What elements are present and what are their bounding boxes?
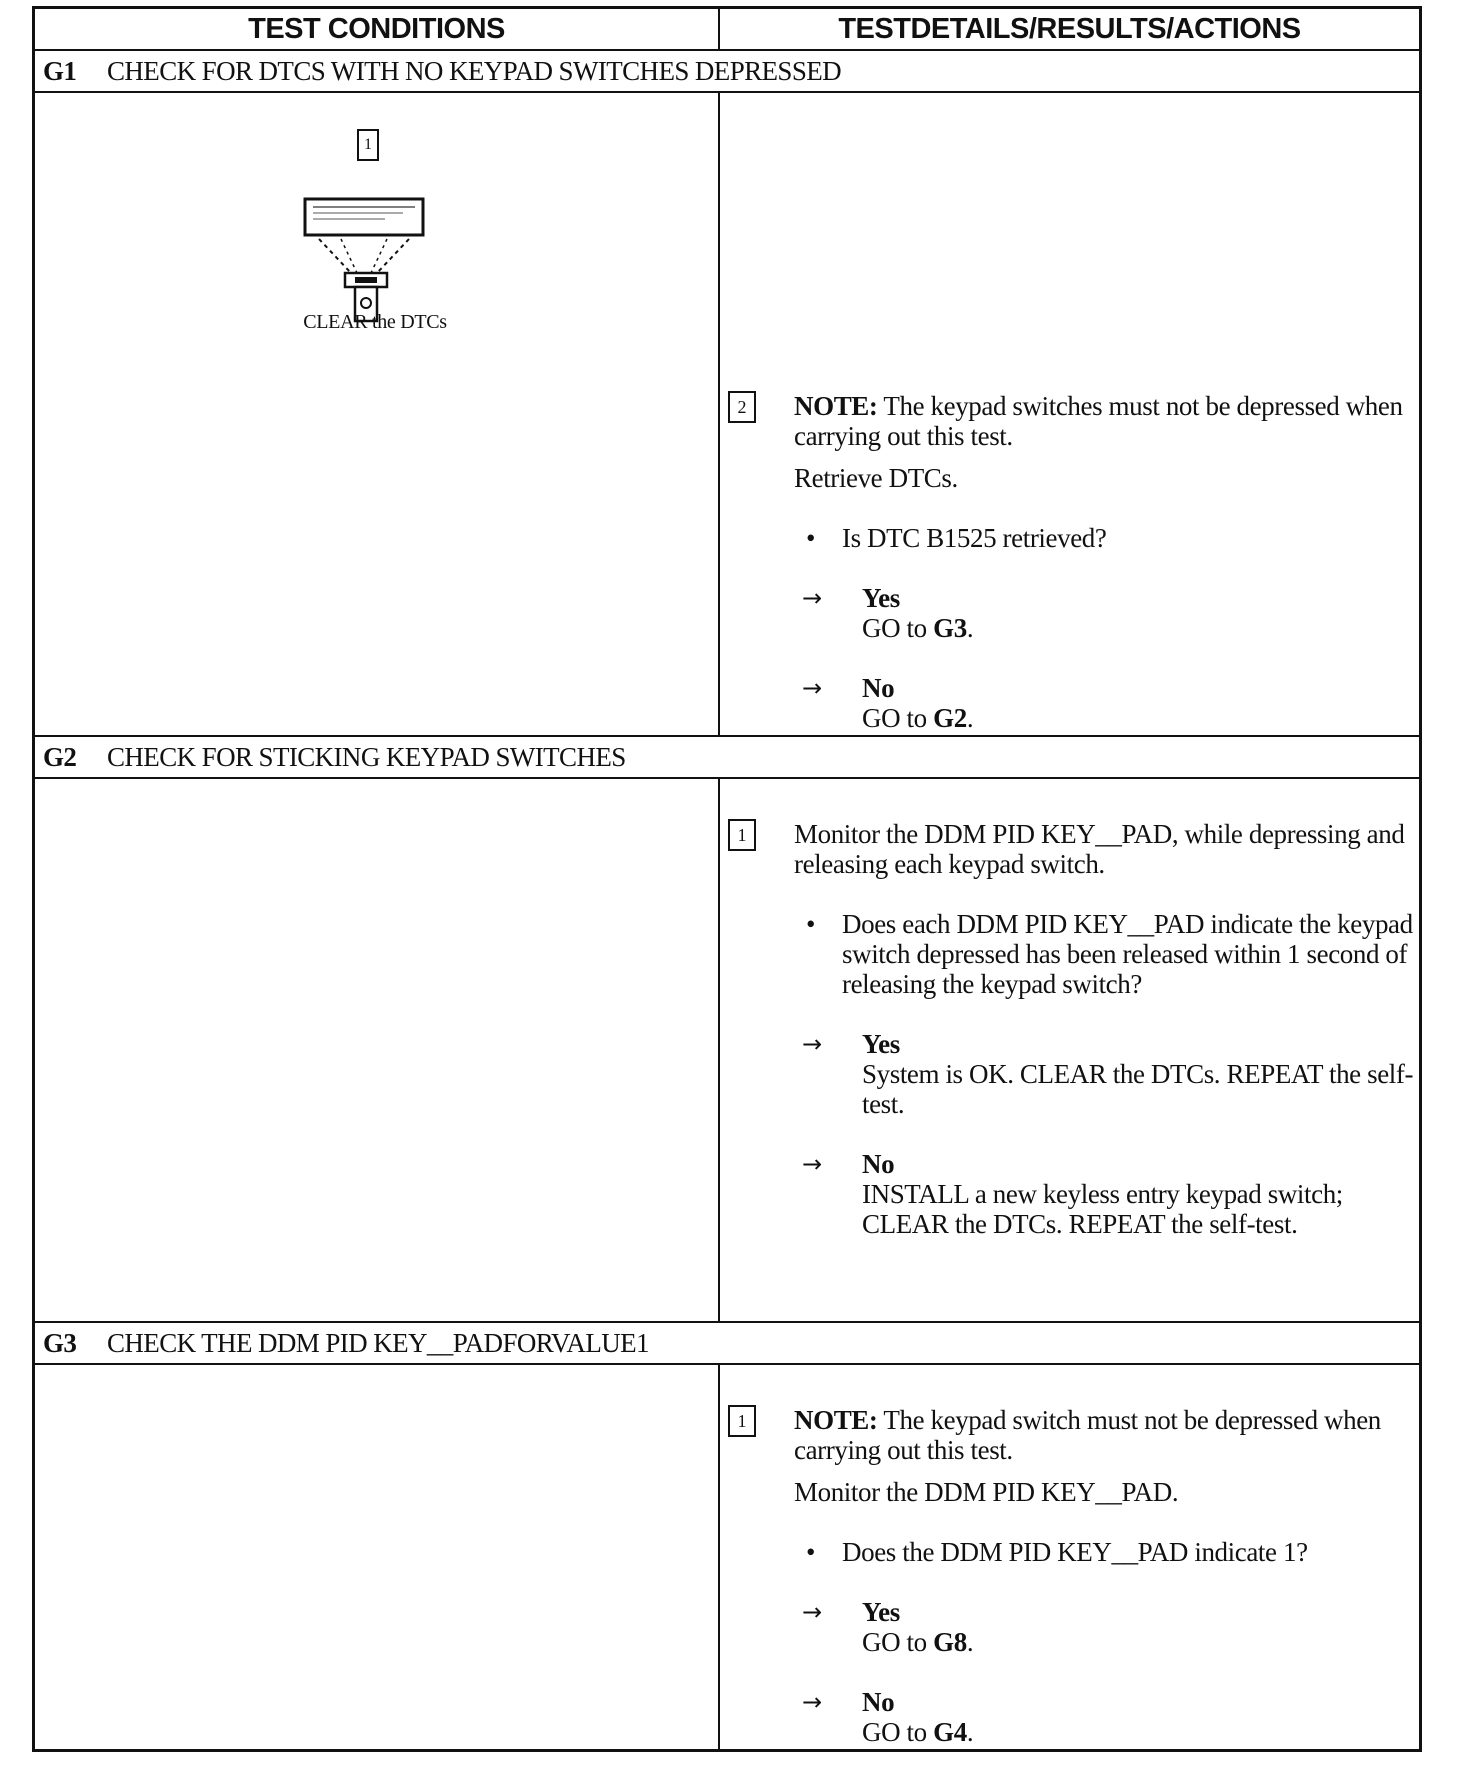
section-g2-title — [35, 737, 1419, 779]
section-g3-id: G3 — [43, 1327, 77, 1358]
test-procedure-table — [32, 6, 1422, 1752]
action-suffix: . — [966, 703, 974, 733]
step-number: 2 — [728, 391, 756, 423]
section-g1-details — [720, 93, 1419, 735]
arrow-right-icon: → — [802, 584, 822, 612]
section-g2-body — [35, 779, 1419, 1323]
note-label: NOTE: — [794, 391, 878, 421]
section-g1-conditions — [35, 93, 720, 735]
step-content — [794, 1405, 1414, 1747]
action-suffix: . — [966, 1717, 974, 1747]
action-prefix: GO to — [862, 1627, 934, 1657]
answer-yes — [794, 1029, 1414, 1119]
section-g3-heading: CHECK THE DDM PID KEY__PADFORVALUE1 — [107, 1327, 649, 1358]
action-suffix: . — [966, 1627, 974, 1657]
action-prefix: GO to — [862, 703, 934, 733]
section-g1-body — [35, 93, 1419, 737]
answer-label: Yes — [862, 1029, 900, 1059]
question — [794, 523, 1414, 553]
arrow-right-icon: → — [802, 1688, 822, 1716]
arrow-right-icon: → — [802, 1598, 822, 1626]
instruction: Monitor the DDM PID KEY__PAD. — [794, 1477, 1179, 1507]
instruction: Retrieve DTCs. — [794, 463, 958, 493]
step-content — [794, 391, 1414, 733]
step-number: 1 — [728, 1405, 756, 1437]
answer-label: Yes — [862, 583, 900, 613]
question-text: Does the DDM PID KEY__PAD indicate 1? — [842, 1537, 1308, 1567]
goto-target: G2 — [933, 703, 967, 733]
answer-label: No — [862, 1149, 895, 1179]
answer-no — [794, 1687, 1414, 1747]
answer-no — [794, 1149, 1414, 1239]
scan-tool-illustration — [275, 129, 455, 329]
step-number: 1 — [728, 819, 756, 851]
action-prefix: GO to — [862, 1717, 934, 1747]
illustration-step-number: 1 — [357, 129, 379, 161]
section-g3-conditions — [35, 1365, 720, 1749]
section-g2-conditions — [35, 779, 720, 1321]
answer-label: No — [862, 1687, 895, 1717]
question — [794, 909, 1414, 999]
note-paragraph — [794, 1405, 1414, 1465]
question-text: Does each DDM PID KEY__PAD indicate the keypad switch depressed has been released within 1 second of releasing the keypad switch? — [842, 909, 1413, 999]
note-text: The keypad switch must not be depressed when carrying out this test. — [794, 1405, 1381, 1465]
section-g1-heading: CHECK FOR DTCS WITH NO KEYPAD SWITCHES DEPRESSED — [107, 55, 842, 86]
arrow-right-icon: → — [802, 1150, 822, 1178]
section-g2-details — [720, 779, 1419, 1321]
note-text: The keypad switches must not be depressed when carrying out this test. — [794, 391, 1403, 451]
section-g1-title — [35, 51, 1419, 93]
section-g3-body — [35, 1365, 1419, 1749]
question-text: Is DTC B1525 retrieved? — [842, 523, 1107, 553]
section-g2-id: G2 — [43, 741, 77, 772]
bullet-icon: • — [806, 523, 816, 553]
answer-label: No — [862, 673, 895, 703]
note-label: NOTE: — [794, 1405, 878, 1435]
goto-target: G8 — [933, 1627, 967, 1657]
answer-yes — [794, 583, 1414, 643]
step-content — [794, 819, 1414, 1239]
answer-yes — [794, 1597, 1414, 1657]
bullet-icon: • — [806, 1537, 816, 1567]
action-text: System is OK. CLEAR the DTCs. REPEAT the self-test. — [862, 1059, 1414, 1119]
action-text: INSTALL a new keyless entry keypad switch; CLEAR the DTCs. REPEAT the self-test. — [862, 1179, 1343, 1239]
goto-target: G4 — [933, 1717, 967, 1747]
section-g2-heading: CHECK FOR STICKING KEYPAD SWITCHES — [107, 741, 626, 772]
question — [794, 1537, 1414, 1567]
action-prefix: GO to — [862, 613, 934, 643]
note-paragraph — [794, 391, 1414, 451]
bullet-icon: • — [806, 909, 816, 939]
answer-label: Yes — [862, 1597, 900, 1627]
section-g3-title — [35, 1323, 1419, 1365]
goto-target: G3 — [933, 613, 967, 643]
answer-no — [794, 673, 1414, 733]
section-g3-details — [720, 1365, 1419, 1749]
arrow-right-icon: → — [802, 1030, 822, 1058]
arrow-right-icon: → — [802, 674, 822, 702]
action-suffix: . — [966, 613, 974, 643]
header-test-conditions: TEST CONDITIONS — [35, 9, 720, 49]
table-header — [35, 9, 1419, 51]
instruction: Monitor the DDM PID KEY__PAD, while depressing and releasing each keypad switch. — [794, 819, 1405, 879]
section-g1-id: G1 — [43, 55, 77, 86]
header-test-details: TESTDETAILS/RESULTS/ACTIONS — [838, 12, 1301, 45]
illustration-caption: CLEAR the DTCs — [303, 311, 447, 333]
